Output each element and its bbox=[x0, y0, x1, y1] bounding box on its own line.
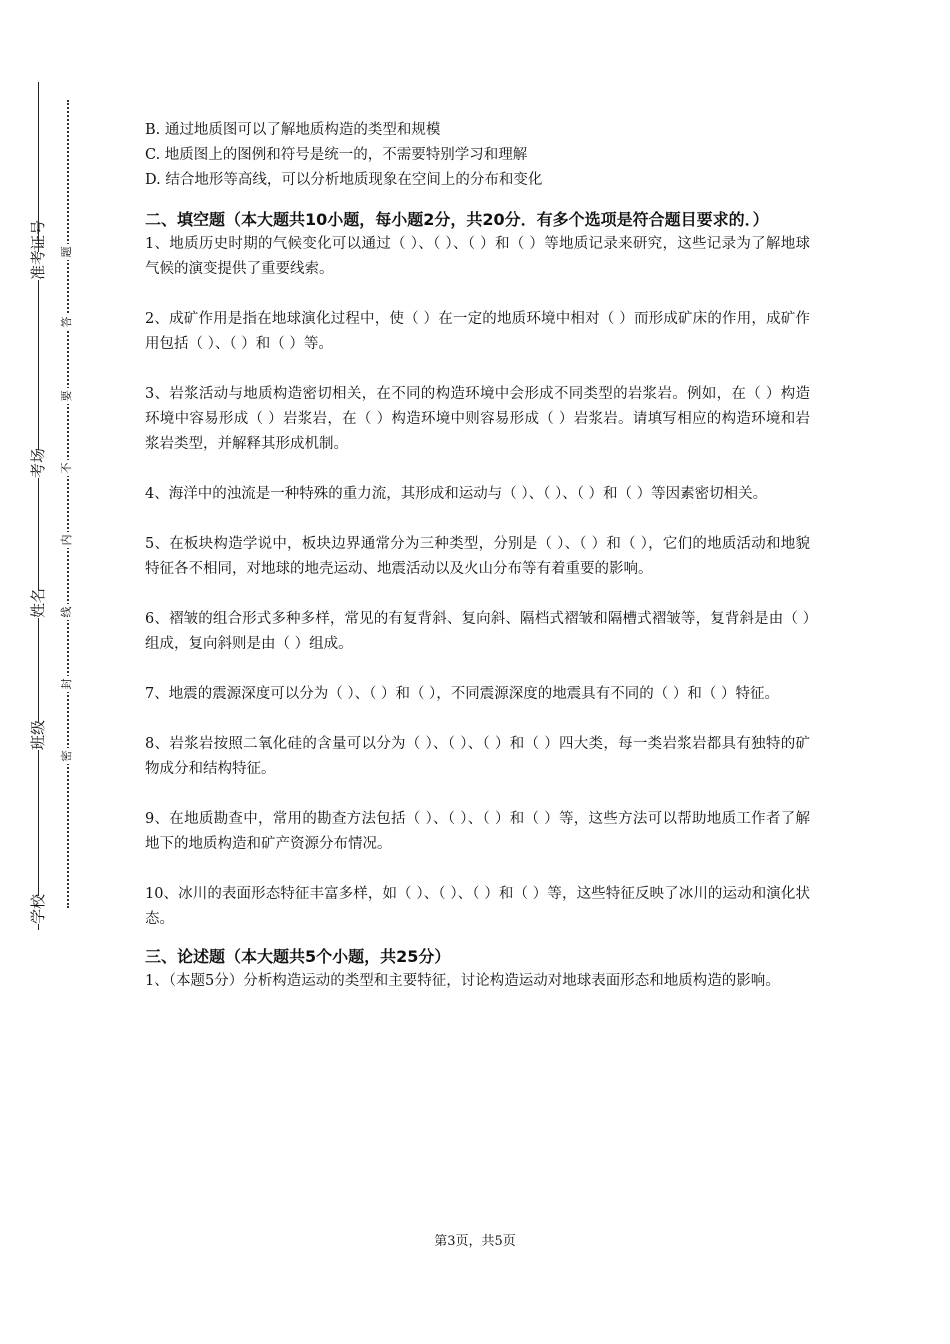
seal-char: 密 bbox=[59, 748, 75, 764]
question: 9、在地质勘查中，常用的勘查方法包括（ ）、（ ）、（ ）和（ ）等，这些方法可以帮助地质工作者了解地下的地质构造和矿产资源分布情况。 bbox=[145, 811, 810, 852]
option-d: D. 结合地形等高线，可以分析地质现象在空间上的分布和变化 bbox=[145, 172, 543, 188]
section-3-title: 三、论述题（本大题共5个小题，共25分） bbox=[145, 947, 451, 966]
seal-char: 不 bbox=[59, 460, 75, 476]
exam-room-label: 考场 bbox=[24, 450, 52, 478]
seal-char: 要 bbox=[59, 388, 75, 404]
question: 4、海洋中的浊流是一种特殊的重力流，其形成和运动与（ ）、（ ）、（ ）和（ ）等因素密切相关。 bbox=[145, 486, 768, 502]
seal-dotted-line bbox=[67, 100, 69, 908]
question: 8、岩浆岩按照二氧化硅的含量可以分为（ ）、（ ）、（ ）和（ ）四大类，每一类岩浆岩都具有独特的矿物成分和结构特征。 bbox=[145, 736, 810, 777]
class-label: 班级 bbox=[24, 722, 52, 750]
seal-char: 题 bbox=[59, 244, 75, 260]
option-b: B. 通过地质图可以了解地质构造的类型和规模 bbox=[145, 122, 441, 138]
question: 7、地震的震源深度可以分为（ ）、（ ）和（ ），不同震源深度的地震具有不同的（ ）和（ ）特征。 bbox=[145, 686, 780, 702]
question: 10、冰川的表面形态特征丰富多样，如（ ）、（ ）、（ ）和（ ）等，这些特征反映了冰川的运动和演化状态。 bbox=[145, 886, 810, 927]
seal-char: 内 bbox=[59, 532, 75, 548]
question: 5、在板块构造学说中，板块边界通常分为三种类型，分别是（ ）、（ ）和（ ），它们的地质活动和地貌特征各不相同，对地球的地壳运动、地震活动以及火山分布等有着重要的影响。 bbox=[145, 536, 810, 577]
section-2-title: 二、填空题（本大题共10小题，每小题2分，共20分．有多个选项是符合题目要求的．） bbox=[145, 210, 769, 229]
question: 1、地质历史时期的气候变化可以通过（ ）、（ ）、（ ）和（ ）等地质记录来研究，这些记录为了解地球气候的演变提供了重要线索。 bbox=[145, 236, 810, 277]
seal-char: 答 bbox=[59, 314, 75, 330]
exam-id-label: 准考证号 bbox=[24, 252, 52, 280]
question: 3、岩浆活动与地质构造密切相关，在不同的构造环境中会形成不同类型的岩浆岩。例如，在（ ）构造环境中容易形成（ ）岩浆岩，在（ ）构造环境中则容易形成（ ）岩浆岩。请填写相应的构造环境和岩浆岩类型，并解释其形成机制。 bbox=[145, 386, 810, 452]
question: 6、褶皱的组合形式多种多样，常见的有复背斜、复向斜、隔档式褶皱和隔槽式褶皱等，复背斜是由（ ）组成，复向斜则是由（ ）组成。 bbox=[145, 611, 810, 652]
question: 1、（本题5分）分析构造运动的类型和主要特征，讨论构造运动对地球表面形态和地质构造的影响。 bbox=[145, 973, 780, 989]
page-number: 第3页，共5页 bbox=[434, 1234, 516, 1249]
school-label: 学校 bbox=[24, 896, 52, 924]
page-content bbox=[145, 118, 810, 994]
binding-line bbox=[38, 82, 39, 930]
seal-char: 封 bbox=[59, 676, 75, 692]
option-c: C. 地质图上的图例和符号是统一的，不需要特别学习和理解 bbox=[145, 147, 528, 163]
name-label: 姓名 bbox=[24, 590, 52, 618]
question: 2、成矿作用是指在地球演化过程中，使（ ）在一定的地质环境中相对（ ）而形成矿床的作用，成矿作用包括（ ）、（ ）和（ ）等。 bbox=[145, 311, 810, 352]
seal-char: 线 bbox=[59, 604, 75, 620]
